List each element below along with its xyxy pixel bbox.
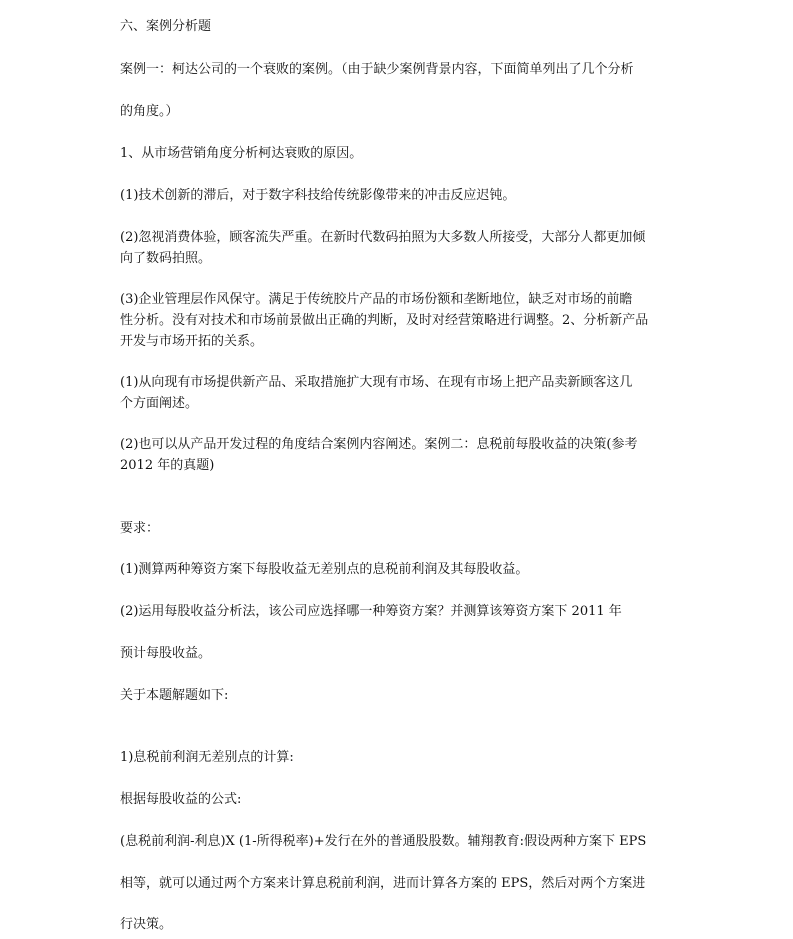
point-2-1-line-2: 个方面阐述。 bbox=[120, 396, 199, 411]
requirement-2-line-2: 预计每股收益。 bbox=[120, 646, 212, 661]
point-2-2-line-1: (2)也可以从产品开发过程的角度结合案例内容阐述。案例二：息税前每股收益的决策(参考 bbox=[120, 437, 638, 452]
solution-step-1-heading: 1)息税前利润无差别点的计算: bbox=[120, 750, 294, 765]
requirements-heading: 要求： bbox=[120, 521, 160, 536]
point-1-3-line-3: 开发与市场开拓的关系。 bbox=[120, 334, 264, 349]
point-1-1: (1)技术创新的滞后，对于数字科技给传统影像带来的冲击反应迟钝。 bbox=[120, 188, 516, 203]
question-1-heading: 1、从市场营销角度分析柯达衰败的原因。 bbox=[120, 146, 363, 161]
section-heading: 六、案例分析题 bbox=[120, 19, 212, 34]
point-1-3-line-2: 性分析。没有对技术和市场前景做出正确的判断，及时对经营策略进行调整。2、分析新产品 bbox=[120, 313, 649, 328]
point-1-2-line-2: 向了数码拍照。 bbox=[120, 251, 212, 266]
point-2-2-line-2: 2012 年的真题) bbox=[120, 458, 215, 473]
point-1-3-line-1: (3)企业管理层作风保守。满足于传统胶片产品的市场份额和垄断地位，缺乏对市场的前瞻 bbox=[120, 292, 633, 307]
formula-line-2: 相等，就可以通过两个方案来计算息税前利润，进而计算各方案的 EPS，然后对两个方案进 bbox=[120, 876, 646, 891]
solution-intro: 关于本题解题如下: bbox=[120, 688, 229, 703]
case-one-intro-line-2: 的角度。） bbox=[120, 104, 179, 119]
requirement-1: (1)测算两种筹资方案下每股收益无差别点的息税前利润及其每股收益。 bbox=[120, 562, 529, 577]
point-2-1-line-1: (1)从向现有市场提供新产品、采取措施扩大现有市场、在现有市场上把产品卖新顾客这几 bbox=[120, 375, 633, 390]
formula-line-1: (息税前利润-利息)X (1-所得税率)+发行在外的普通股股数。辅翔教育:假设两种方案下 EPS bbox=[120, 834, 647, 849]
point-1-2-line-1: (2)忽视消费体验，顾客流失严重。在新时代数码拍照为大多数人所接受，大部分人都更加倾 bbox=[120, 230, 646, 245]
requirement-2-line-1: (2)运用每股收益分析法，该公司应选择哪一种筹资方案？并测算该筹资方案下 2011 年 bbox=[120, 604, 622, 619]
formula-line-3: 行决策。 bbox=[120, 917, 173, 932]
case-one-intro-line-1: 案例一：柯达公司的一个衰败的案例。（由于缺少案例背景内容，下面简单列出了几个分析 bbox=[120, 62, 634, 77]
formula-intro: 根据每股收益的公式: bbox=[120, 792, 242, 807]
